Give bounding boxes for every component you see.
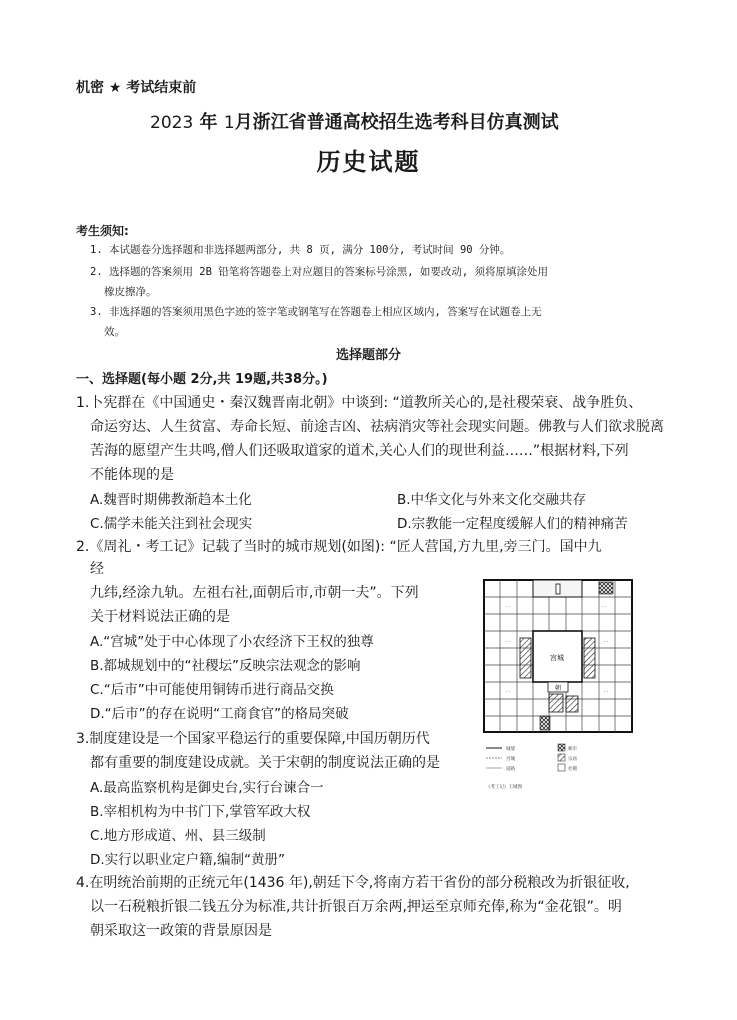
city-plan-diagram bbox=[482, 578, 634, 796]
notice-line: 1. 本试题卷分选择题和非选择题两部分, 共 8 页, 满分 100分, 考试时间 90 分钟。 bbox=[90, 244, 511, 256]
part-title: 一、选择题(每小题 2分,共 19题,共38分。) bbox=[76, 372, 328, 387]
question-1-line: 苦海的愿望产生共鸣,僧人们还吸取道家的道术,关心人们的现世利益……”根据材料,下列 bbox=[90, 443, 629, 459]
legend-label: 宗庙 bbox=[568, 757, 577, 762]
notice-line: 效。 bbox=[104, 326, 125, 338]
question-1-option-a: A.魏晋时期佛教渐趋本土化 bbox=[90, 492, 252, 508]
question-2-line: 九纬,经涂九轨。左祖右社,面朝后市,市朝一夫”。下列 bbox=[90, 585, 419, 601]
question-1-line: 命运穷达、人生贫富、寿命长短、前途吉凶、祛病消灾等社会现实问题。佛教与人们欲求脱离 bbox=[90, 419, 664, 435]
legend-label: 社稷 bbox=[568, 767, 577, 772]
court-label: 朝 bbox=[554, 685, 562, 692]
question-3-line: 都有重要的制度建设成就。关于宋朝的制度说法正确的是 bbox=[90, 755, 440, 771]
question-3-line: 3.制度建设是一个国家平稳运行的重要保障,中国历朝历代 bbox=[76, 731, 430, 747]
question-3-option-a: A.最高监察机构是御史台,实行台谏合一 bbox=[90, 780, 324, 796]
ancestral-temple bbox=[520, 638, 531, 678]
svg-text:- -: - - bbox=[506, 689, 511, 694]
question-2-option-c: C.“后市”中可能使用铜铸币进行商品交换 bbox=[90, 682, 334, 698]
legend-label: 城墙 bbox=[506, 747, 515, 752]
question-3-option-d: D.实行以职业定户籍,编制“黄册” bbox=[90, 852, 285, 868]
notice-title: 考生须知: bbox=[76, 224, 129, 238]
palace-label: 宫城 bbox=[550, 654, 564, 662]
svg-text:- -: - - bbox=[506, 604, 511, 609]
legend-label: 道路 bbox=[506, 767, 515, 772]
question-2-line: 2.《周礼・考工记》记载了当时的城市规划(如图): “匠人营国,方九里,旁三门。国中九 bbox=[76, 539, 602, 555]
question-1-line: 1.卜宪群在《中国通史・秦汉魏晋南北朝》中谈到: “道教所关心的,是社稷荣衰、战争胜负、 bbox=[76, 395, 643, 411]
subject-title: 历史试题 bbox=[316, 147, 421, 176]
question-1-option-b: B.中华文化与外来文化交融共存 bbox=[397, 492, 587, 508]
question-1-option-c: C.儒学未能关注到社会现实 bbox=[90, 516, 253, 532]
section-title: 选择题部分 bbox=[335, 348, 401, 363]
question-4-line: 以一石税粮折银二钱五分为标准,共计折银百万余两,押运至京师充俸,称为“金花银”。明 bbox=[90, 899, 622, 915]
exam-title-rest: 月浙江省普通高校招生选考科目仿真测试 bbox=[234, 112, 559, 133]
question-1-option-d: D.宗教能一定程度缓解人们的精神痛苦 bbox=[397, 516, 628, 532]
figure-legend bbox=[486, 744, 577, 790]
altar-of-land bbox=[584, 638, 595, 678]
confidential-label: 机密 ★ 考试结束前 bbox=[76, 80, 197, 96]
svg-text:- -: - - bbox=[602, 604, 607, 609]
city-plan-figure bbox=[482, 578, 634, 796]
question-4-line: 4.在明统治前期的正统元年(1436 年),朝廷下令,将南方若干省份的部分税粮改为折银征收, bbox=[76, 875, 630, 891]
question-2-line: 关于材料说法正确的是 bbox=[90, 609, 230, 625]
question-2-option-d: D.“后市”的存在说明“工商食官”的格局突破 bbox=[90, 706, 349, 722]
notice-line: 3. 非选择题的答案须用黑色字迹的签字笔或钢笔写在答题卷上相应区域内, 答案写在试题卷上无 bbox=[90, 306, 542, 318]
question-2-line: 经 bbox=[90, 561, 104, 577]
question-3-option-b: B.宰相机构为中书门下,掌管军政大权 bbox=[90, 804, 311, 820]
exam-month: 1 bbox=[223, 113, 235, 133]
svg-text:- -: - - bbox=[506, 639, 511, 644]
question-1-line: 不能体现的是 bbox=[90, 467, 174, 483]
legend-label: 朝市 bbox=[568, 747, 577, 752]
exam-title bbox=[150, 108, 610, 134]
legend-label: 宫城 bbox=[506, 757, 515, 762]
question-3-option-c: C.地方形成道、州、县三级制 bbox=[90, 828, 266, 844]
svg-text:- -: - - bbox=[604, 689, 609, 694]
notice-line: 橡皮擦净。 bbox=[104, 286, 157, 298]
notice-line: 2. 选择题的答案须用 2B 铅笔将答题卷上对应题目的答案标号涂黑, 如要改动, 须将原填涂处用 bbox=[90, 266, 549, 278]
svg-text:- -: - - bbox=[604, 639, 609, 644]
question-2-option-b: B.都城规划中的“社稷坛”反映宗法观念的影响 bbox=[90, 658, 361, 674]
figure-caption: 《考工记》王城图 bbox=[486, 785, 522, 790]
question-4-line: 朝采取这一政策的背景原因是 bbox=[90, 923, 272, 939]
exam-year: 2023 bbox=[150, 113, 194, 133]
question-2-option-a: A.“宫城”处于中心体现了小农经济下王权的独尊 bbox=[90, 634, 374, 650]
exam-title-nian: 年 bbox=[199, 112, 218, 133]
